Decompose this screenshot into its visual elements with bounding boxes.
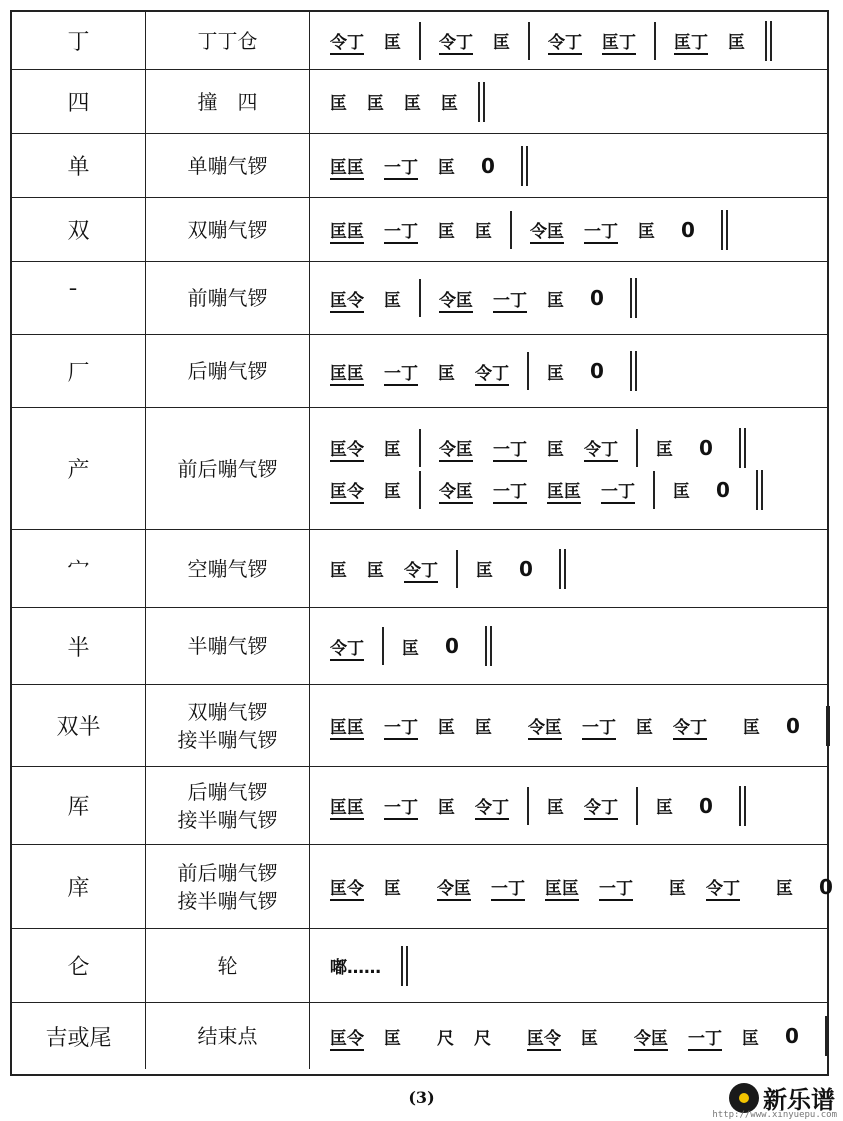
rest-mark: 0 (519, 556, 533, 581)
measure (392, 625, 475, 667)
beat: 令匡 (528, 718, 562, 738)
beat: 匡 (656, 798, 673, 818)
beat: 一丁 (384, 222, 418, 242)
double-barline (521, 146, 528, 186)
notation-cell (310, 12, 827, 69)
rest-mark: 0 (699, 435, 713, 460)
beat: 一丁 (384, 798, 418, 818)
table-row (12, 685, 827, 767)
table-row (12, 767, 827, 845)
rest-mark: 0 (481, 153, 495, 178)
notation-cell (310, 262, 827, 334)
name-line: 丁丁仓 (197, 28, 258, 53)
notation-line (310, 945, 827, 987)
name-line: 双嘣气锣 (187, 217, 268, 242)
name-line: 后嘣气锣 (187, 779, 268, 804)
rest-mark: 0 (681, 217, 695, 242)
logo-url: http://www.xinyuepu.com (712, 1110, 837, 1120)
beat: 匡 (441, 94, 458, 114)
notation-cell (310, 408, 827, 529)
barline (636, 787, 638, 825)
name-line: 结束点 (197, 1024, 258, 1048)
barline (636, 429, 638, 467)
name-cell (146, 262, 310, 334)
notation-line (310, 469, 827, 511)
measure (320, 469, 411, 511)
name-line: 轮 (217, 953, 238, 978)
measure (466, 548, 549, 590)
beat: 令丁 (330, 638, 364, 659)
double-barline (756, 470, 763, 510)
double-barline (739, 428, 746, 468)
symbol-cell: 双 (12, 198, 146, 261)
name-cell (146, 335, 310, 407)
measure (520, 209, 711, 251)
rest-mark: 0 (590, 286, 604, 310)
symbol-cell: 宀 (12, 530, 146, 607)
page-number: (3) (408, 1088, 435, 1107)
rest-mark: 0 (786, 713, 800, 738)
measure (624, 1015, 815, 1057)
measure (427, 1015, 501, 1057)
beat: 一丁 (584, 222, 618, 242)
beat: 匡匡 (330, 718, 364, 738)
beat: 令丁 (584, 440, 618, 460)
measure (537, 350, 620, 392)
name-line: 双嘣气锣 (187, 699, 268, 724)
double-barline (721, 210, 728, 250)
table-row (12, 608, 827, 685)
beat: 匡 (547, 290, 564, 311)
name-line: 撞 四 (197, 89, 258, 114)
name-cell (146, 530, 310, 607)
beat: 匡 (776, 879, 793, 899)
beat: 匡 (669, 879, 686, 899)
double-barline (765, 21, 772, 61)
beat: 一丁 (493, 440, 527, 460)
beat: 令丁 (404, 561, 438, 581)
measure (320, 350, 519, 392)
notation-line (310, 785, 827, 827)
name-cell (146, 1003, 310, 1069)
name-cell (146, 685, 310, 766)
measure (659, 866, 750, 908)
name-line: 半嘣气锣 (187, 634, 268, 658)
measure (518, 705, 717, 747)
beat: 匡 (638, 222, 655, 242)
beat: 匡 (636, 718, 653, 738)
name-cell (146, 134, 310, 197)
beat: 匡 (384, 290, 401, 311)
notation-line (310, 705, 827, 747)
name-line: 接半嘣气锣 (177, 807, 278, 832)
symbol-cell: 吉或尾 (12, 1003, 146, 1069)
barline (419, 22, 421, 60)
double-barline (630, 351, 637, 391)
beat: 令丁 (584, 798, 618, 818)
beat: 尺 (437, 1028, 454, 1049)
notation-cell (310, 530, 827, 607)
beat: 匡 (547, 798, 564, 818)
beat: 令丁 (548, 33, 582, 53)
name-line: 接半嘣气锣 (177, 727, 278, 752)
beat: 匡 (743, 718, 760, 738)
beat: 一丁 (493, 290, 527, 311)
measure (320, 705, 502, 747)
table-row (12, 134, 827, 198)
beat: 匡 (384, 879, 401, 899)
symbol-cell: 庠 (12, 845, 146, 928)
barline (528, 22, 530, 60)
notation-line (310, 1015, 827, 1057)
beat: 匡 (581, 1028, 598, 1049)
table-row (12, 408, 827, 530)
measure (664, 20, 755, 62)
beat: 令丁 (706, 879, 740, 899)
double-barline (826, 706, 830, 746)
beat: 匡 (475, 222, 492, 242)
rest-mark: 0 (590, 359, 604, 383)
rest-mark: 0 (445, 634, 459, 658)
beat: 匡 (438, 222, 455, 242)
name-line: 接半嘣气锣 (177, 888, 278, 913)
double-barline (559, 549, 566, 589)
notation-cell (310, 1003, 827, 1069)
double-barline (825, 1016, 829, 1056)
beat: 令丁 (475, 798, 509, 818)
table-row (12, 198, 827, 262)
barline (382, 627, 384, 665)
beat: 匡匡 (547, 482, 581, 502)
notation-line (310, 350, 827, 392)
symbol-cell: 单 (12, 134, 146, 197)
table-row (12, 845, 833, 929)
notation-cell (310, 929, 827, 1002)
percussion-notation-table (10, 10, 833, 1076)
notation-cell (310, 134, 827, 197)
notation-line (310, 209, 827, 251)
beat: 匡 (438, 158, 455, 178)
beat: 匡 (475, 718, 492, 738)
beat: 匡 (728, 33, 745, 53)
beat: 嘟…… (330, 958, 381, 978)
symbol-cell: 四 (12, 70, 146, 133)
beat: 匡丁 (602, 33, 636, 53)
name-line: 单嘣气锣 (187, 153, 268, 178)
name-cell (146, 767, 310, 844)
beat: 一丁 (599, 879, 633, 899)
measure (320, 427, 411, 469)
measure (429, 277, 620, 319)
measure (320, 20, 411, 62)
name-cell (146, 12, 310, 69)
rest-mark: 0 (716, 477, 730, 502)
beat: 匡 (404, 94, 421, 114)
table-row (12, 929, 827, 1003)
beat: 匡令 (527, 1028, 561, 1049)
beat: 匡 (438, 718, 455, 738)
measure (429, 427, 628, 469)
measure (733, 705, 816, 747)
measure (646, 427, 729, 469)
notation-cell (310, 335, 827, 407)
disc-icon (729, 1083, 759, 1113)
beat: 匡令 (330, 1028, 364, 1049)
beat: 匡 (384, 482, 401, 502)
name-cell (146, 845, 310, 928)
beat: 匡 (547, 440, 564, 460)
table-row (12, 12, 827, 70)
beat: 一丁 (688, 1028, 722, 1049)
measure (766, 866, 843, 908)
measure (320, 625, 374, 667)
beat: 尺 (474, 1028, 491, 1049)
double-barline (485, 626, 492, 666)
logo-text: 新乐谱 (763, 1086, 835, 1114)
notation-line (310, 20, 827, 62)
beat: 令匡 (439, 290, 473, 311)
beat: 令丁 (439, 33, 473, 53)
name-cell (146, 608, 310, 684)
notation-line (310, 866, 833, 908)
beat: 匡 (656, 440, 673, 460)
beat: 令匡 (634, 1028, 668, 1049)
double-barline (478, 82, 485, 122)
beat: 匡 (493, 33, 510, 53)
beat: 匡 (384, 33, 401, 53)
measure (320, 866, 411, 908)
notation-line (310, 548, 827, 590)
measure (429, 20, 520, 62)
measure (538, 20, 646, 62)
measure (320, 81, 468, 123)
beat: 一丁 (582, 718, 616, 738)
beat: 匡 (384, 440, 401, 460)
notation-line (310, 625, 827, 667)
beat: 令匡 (530, 222, 564, 242)
symbol-cell: 产 (12, 408, 146, 529)
beat: 匡令 (330, 879, 364, 899)
symbol-cell: 厂 (12, 335, 146, 407)
beat: 匡 (673, 482, 690, 502)
name-line: 前后嘣气锣 (177, 860, 278, 885)
measure (427, 866, 643, 908)
rest-mark: 0 (819, 874, 833, 899)
beat: 一丁 (601, 482, 635, 502)
beat: 一丁 (491, 879, 525, 899)
beat: 匡 (367, 561, 384, 581)
table-row (12, 70, 827, 134)
beat: 一丁 (384, 363, 418, 384)
beat: 令丁 (330, 33, 364, 53)
beat: 匡 (402, 638, 419, 659)
notation-line (310, 427, 827, 469)
beat: 匡 (476, 561, 493, 581)
beat: 匡丁 (674, 33, 708, 53)
beat: 匡匡 (330, 222, 364, 242)
beat: 令丁 (673, 718, 707, 738)
double-barline (630, 278, 637, 318)
notation-line (310, 145, 827, 187)
notation-cell (310, 70, 827, 133)
measure (320, 145, 511, 187)
table-row (12, 530, 827, 608)
barline (527, 352, 529, 390)
name-cell (146, 929, 310, 1002)
barline (654, 22, 656, 60)
measure (320, 1015, 411, 1057)
beat: 匡匡 (330, 798, 364, 818)
name-cell (146, 70, 310, 133)
table-row (12, 1003, 827, 1069)
rest-mark: 0 (699, 793, 713, 818)
beat: 一丁 (384, 158, 418, 178)
beat: 匡 (384, 1028, 401, 1049)
symbol-cell: 半 (12, 608, 146, 684)
beat: 一丁 (493, 482, 527, 502)
beat: 匡匡 (330, 363, 364, 384)
beat: 令丁 (475, 363, 509, 384)
beat: 匡令 (330, 290, 364, 311)
notation-line (310, 277, 827, 319)
beat: 匡 (438, 363, 455, 384)
name-cell (146, 198, 310, 261)
notation-cell (310, 685, 827, 766)
name-cell (146, 408, 310, 529)
beat: 匡 (742, 1028, 759, 1049)
notation-line (310, 81, 827, 123)
measure (320, 785, 519, 827)
beat: 匡 (547, 363, 564, 384)
name-line: 空嘣气锣 (187, 556, 268, 581)
measure (646, 785, 729, 827)
double-barline (401, 946, 408, 986)
beat: 匡匡 (545, 879, 579, 899)
symbol-cell: 厍 (12, 767, 146, 844)
barline (419, 429, 421, 467)
symbol-cell: 丁 (12, 12, 146, 69)
measure (537, 785, 628, 827)
barline (419, 279, 421, 317)
barline (456, 550, 458, 588)
measure (320, 277, 411, 319)
notation-cell (310, 767, 827, 844)
measure (320, 209, 502, 251)
symbol-cell: 仑 (12, 929, 146, 1002)
barline (419, 471, 421, 509)
barline (510, 211, 512, 249)
beat: 令匡 (439, 482, 473, 502)
name-line: 前后嘣气锣 (177, 456, 278, 481)
beat: 匡令 (330, 440, 364, 460)
symbol-cell: 双半 (12, 685, 146, 766)
symbol-cell (12, 262, 146, 334)
name-line: 后嘣气锣 (187, 359, 268, 383)
barline (527, 787, 529, 825)
notation-cell (310, 198, 827, 261)
beat: 匡 (438, 798, 455, 818)
double-barline (739, 786, 746, 826)
name-line: 前嘣气锣 (187, 286, 268, 310)
beat: 匡匡 (330, 158, 364, 178)
table-row (12, 335, 827, 408)
barline (653, 471, 655, 509)
table-row (12, 262, 827, 335)
beat: 匡 (330, 561, 347, 581)
measure (320, 548, 448, 590)
notation-cell (310, 608, 827, 684)
beat: 匡令 (330, 482, 364, 502)
beat: 匡 (330, 94, 347, 114)
measure (517, 1015, 608, 1057)
beat: 匡 (367, 94, 384, 114)
rest-mark: 0 (785, 1024, 799, 1048)
measure (320, 945, 391, 987)
beat: 令匡 (439, 440, 473, 460)
measure (663, 469, 746, 511)
beat: 令匡 (437, 879, 471, 899)
measure (429, 469, 645, 511)
beat: 一丁 (384, 718, 418, 738)
notation-cell (310, 845, 833, 928)
